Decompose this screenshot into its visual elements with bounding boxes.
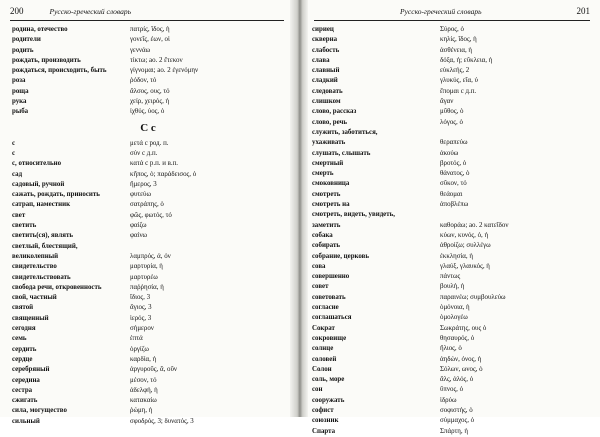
greek-translation: κῆπος, ὁ; παράδεισος, ὁ	[130, 170, 197, 178]
dictionary-entry	[12, 376, 284, 386]
greek-translation: σοφιστής, ὁ	[440, 406, 473, 414]
russian-headword: родить	[12, 46, 34, 54]
dictionary-entry	[312, 313, 592, 323]
russian-headword: скверна	[312, 36, 338, 44]
greek-translation: κατά с р.п. и в.п.	[130, 160, 179, 168]
russian-headword: Солон	[312, 365, 332, 373]
greek-translation: Σόλων, ωνος, ὁ	[440, 365, 483, 373]
book-gutter	[290, 0, 308, 417]
greek-translation: φαίζω	[130, 222, 147, 230]
dictionary-entry	[312, 66, 592, 76]
dictionary-entry	[12, 46, 284, 56]
dictionary-entry	[12, 406, 284, 416]
dictionary-entry	[312, 396, 592, 406]
greek-translation: λόγος, ὁ	[440, 118, 463, 126]
greek-translation: ἥλιος, ὁ	[440, 345, 462, 353]
russian-headword: собирать	[312, 242, 341, 250]
dictionary-entry	[312, 128, 592, 138]
greek-translation: γονεῖς, ἐων, οἱ	[130, 36, 170, 44]
russian-headword: собрание, церковь	[312, 252, 370, 260]
greek-translation: ἰχθύς, ύος, ὁ	[130, 108, 165, 116]
russian-headword: смотреть, видеть, увидеть,	[312, 211, 395, 219]
greek-translation: ἴδιος, 3	[130, 294, 151, 302]
russian-headword: советовать	[312, 293, 346, 301]
dictionary-entry	[312, 241, 592, 251]
greek-translation: τίκτω; ao. 2 ἔτεκον	[130, 56, 183, 64]
greek-translation: δόξα, ἡ; εὔκλεια, ἡ	[440, 56, 493, 64]
dictionary-entry	[12, 231, 284, 241]
greek-translation: βροτός, ὁ	[440, 159, 467, 167]
greek-translation: μῦθος, ὁ	[440, 108, 464, 116]
dictionary-entry	[312, 200, 592, 210]
dictionary-entry	[12, 66, 284, 76]
dictionary-entry	[12, 190, 284, 200]
dictionary-entry	[312, 46, 592, 56]
greek-translation: Σύρος, ὁ	[440, 26, 464, 33]
russian-headword: сажать, рождать, приносить	[12, 191, 100, 199]
dictionary-entry	[312, 76, 592, 86]
dictionary-entry	[312, 25, 592, 35]
russian-headword: совет	[312, 283, 329, 291]
greek-translation: λαμπρός, ά, όν	[130, 252, 171, 260]
greek-translation: φυτεύω	[130, 191, 151, 199]
greek-translation: παραινέω; συμβουλεύω	[440, 293, 506, 301]
right-entries	[312, 25, 592, 437]
dictionary-entry	[12, 180, 284, 190]
russian-headword: смотреть	[312, 190, 341, 198]
left-page	[0, 0, 292, 425]
dictionary-entry	[12, 97, 284, 107]
greek-translation: σῦκον, τό	[440, 180, 467, 188]
greek-translation: κηλίς, ῖδος, ἡ	[440, 36, 477, 44]
russian-headword: слава	[312, 56, 330, 64]
greek-translation: ῥώμη, ἡ	[130, 407, 153, 415]
greek-translation: σύμμαχος, ὁ	[440, 417, 475, 425]
dictionary-entry	[312, 97, 592, 107]
greek-translation: εὐκλεής, 2	[440, 67, 470, 75]
dictionary-entry	[12, 365, 284, 375]
russian-headword: свет	[12, 211, 26, 219]
dictionary-entry	[312, 190, 592, 200]
dictionary-entry	[312, 231, 592, 241]
russian-headword: рождаться, происходить, быть	[12, 67, 107, 75]
greek-translation: γλυκύς, εῖα, ύ	[440, 77, 478, 85]
greek-translation: σφοδρός, 3; δυνατός, 3	[130, 417, 194, 425]
greek-translation: ἀδελφή, ἡ	[130, 386, 158, 394]
greek-translation: κατακαίω	[130, 397, 157, 405]
section-letter-heading: С с	[140, 121, 156, 134]
russian-headword: сооружать	[312, 396, 345, 404]
russian-headword: рыба	[12, 108, 29, 116]
dictionary-entry	[312, 118, 592, 128]
dictionary-entry	[312, 293, 592, 303]
greek-translation: μέσον, τό	[130, 376, 157, 384]
russian-headword: следовать	[312, 87, 343, 95]
russian-headword: сегодня	[12, 325, 36, 333]
greek-translation: ἱερός, 3	[130, 314, 152, 322]
dictionary-entry	[12, 76, 284, 86]
dictionary-entry	[12, 107, 284, 117]
russian-headword: с	[12, 139, 16, 147]
russian-headword: свидетельство	[12, 263, 57, 271]
greek-translation: γλαύξ, γλαυκός, ἡ	[440, 262, 490, 270]
dictionary-entry	[312, 365, 592, 375]
dictionary-entry	[312, 252, 592, 262]
russian-headword: сова	[312, 262, 326, 270]
greek-translation: ἀποβλέπω	[440, 201, 469, 209]
russian-headword: сжигать	[12, 397, 38, 405]
dictionary-entry	[12, 303, 284, 313]
dictionary-entry	[312, 35, 592, 45]
greek-translation: ἐκκλησία, ἡ	[440, 252, 473, 260]
russian-headword: семь	[12, 335, 27, 343]
russian-headword: сад	[12, 170, 23, 178]
russian-headword: совершенно	[312, 273, 350, 281]
russian-headword: смерть	[312, 170, 334, 178]
russian-headword: сокровище	[312, 334, 347, 342]
greek-translation: ῥόδον, τό	[130, 77, 157, 85]
greek-translation: κύων, κυνός, ὁ, ἡ	[440, 231, 489, 239]
dictionary-entry	[312, 149, 592, 159]
russian-headword: ухаживать	[312, 139, 346, 147]
greek-translation: θεάομαι	[440, 190, 463, 198]
greek-translation: θεραπεύω	[440, 139, 468, 147]
greek-translation: σύν с д.п.	[130, 149, 158, 157]
dictionary-entry	[312, 303, 592, 313]
dictionary-entry	[12, 170, 284, 180]
dictionary-entry	[312, 169, 592, 179]
dictionary-entry	[12, 273, 284, 283]
dictionary-entry	[312, 324, 592, 334]
russian-headword: сладкий	[312, 77, 338, 85]
russian-headword: заметить	[312, 221, 341, 229]
left-entries-top	[12, 25, 284, 118]
dictionary-entry	[12, 25, 284, 35]
dictionary-entry	[312, 159, 592, 169]
russian-headword: рождать, производить	[12, 56, 81, 64]
dictionary-entry	[312, 344, 592, 354]
dictionary-entry	[312, 282, 592, 292]
greek-translation: ὕπνος, ὁ	[440, 386, 464, 394]
greek-translation: χείρ, χειρός, ἡ	[130, 98, 170, 106]
russian-headword: слишком	[312, 98, 341, 106]
greek-translation	[440, 210, 592, 220]
russian-headword: слово, рассказ	[312, 108, 357, 116]
greek-translation: ἅλς, ἁλός, ὁ	[440, 376, 474, 384]
greek-translation: Σπάρτη, ἡ	[440, 427, 468, 435]
russian-headword: священный	[12, 314, 49, 322]
right-header-rule	[314, 20, 590, 21]
greek-translation: θάνατος, ὁ	[440, 170, 470, 178]
russian-headword: великолепный	[12, 252, 59, 260]
greek-translation	[130, 242, 284, 252]
greek-translation	[440, 128, 592, 138]
russian-headword: союзник	[312, 417, 339, 425]
greek-translation: ἅγιος, 3	[130, 304, 152, 312]
dictionary-entry	[12, 139, 284, 149]
dictionary-entry	[12, 159, 284, 169]
greek-translation: βουλή, ἡ	[440, 283, 465, 291]
russian-headword: смертный	[312, 159, 344, 167]
dictionary-entry	[312, 221, 592, 231]
greek-translation: ὁμολογέω	[440, 314, 468, 322]
dictionary-entry	[12, 417, 284, 427]
greek-translation: καθοράω; ao. 2 κατεῖδον	[440, 221, 509, 229]
russian-headword: смотреть на	[312, 201, 350, 209]
russian-headword: сатрап, наместник	[12, 201, 71, 209]
dictionary-entry	[12, 200, 284, 210]
russian-headword: сириец	[312, 26, 334, 33]
dictionary-entry	[12, 242, 284, 252]
russian-headword: родители	[12, 36, 41, 44]
dictionary-entry	[12, 355, 284, 365]
right-page-number: 201	[576, 6, 590, 16]
russian-headword: слабость	[312, 46, 340, 54]
greek-translation: Σωκράτης, ους ὁ	[440, 324, 487, 332]
greek-translation: γεννάω	[130, 46, 151, 54]
dictionary-entry	[12, 396, 284, 406]
right-page-header	[312, 6, 590, 18]
russian-headword: сестра	[12, 386, 33, 394]
left-entries-bottom	[12, 139, 284, 427]
russian-headword: софист	[312, 406, 334, 414]
greek-translation: ἄλσος, ους, τό	[130, 87, 170, 95]
greek-translation: ἀηδών, όνος, ἡ	[440, 355, 482, 363]
left-page-running-title: Русско-греческий словарь	[49, 7, 132, 16]
russian-headword: соглашаться	[312, 314, 352, 322]
russian-headword: соль, море	[312, 376, 345, 384]
dictionary-entry	[12, 35, 284, 45]
dictionary-entry	[312, 427, 592, 437]
dictionary-entry	[312, 385, 592, 395]
dictionary-entry	[312, 87, 592, 97]
greek-translation: ἥμερος, 3	[130, 180, 157, 188]
greek-translation: σήμερον	[130, 325, 154, 333]
russian-headword: свобода речи, откровенность	[12, 283, 102, 291]
dictionary-entry	[312, 375, 592, 385]
greek-translation: ὁμόνοια, ἡ	[440, 304, 470, 312]
russian-headword: свой, частный	[12, 294, 57, 302]
russian-headword: роща	[12, 87, 29, 95]
greek-translation: καρδία, ἡ	[130, 355, 157, 363]
dictionary-entry	[12, 283, 284, 293]
russian-headword: собака	[312, 231, 333, 239]
dictionary-entry	[12, 149, 284, 159]
left-header-rule	[10, 20, 284, 21]
dictionary-entry	[312, 272, 592, 282]
greek-translation: μετά с род. п.	[130, 139, 169, 147]
greek-translation: σατράπης, ὁ	[130, 201, 164, 209]
right-entries-list	[312, 25, 592, 437]
greek-translation: ἕπομαι с д.п.	[440, 87, 477, 95]
dictionary-entry	[12, 334, 284, 344]
russian-headword: сила, могущество	[12, 407, 67, 415]
dictionary-entry	[12, 252, 284, 262]
dictionary-entry	[312, 355, 592, 365]
russian-headword: смоковница	[312, 180, 350, 188]
greek-translation: ἄγαν	[440, 98, 454, 106]
dictionary-entry	[12, 56, 284, 66]
greek-translation: ἀθροίζω; συλλέγω	[440, 242, 491, 250]
russian-headword: Сократ	[312, 324, 335, 332]
greek-translation: μαρτυρέω	[130, 273, 158, 281]
greek-translation: ἑπτά	[130, 335, 143, 343]
greek-translation: πάντως	[440, 273, 461, 281]
russian-headword: середина	[12, 376, 40, 384]
russian-headword: слово, речь	[312, 118, 348, 126]
dictionary-entry	[12, 221, 284, 231]
russian-headword: светлый, блестящий,	[12, 242, 78, 250]
greek-translation: μαρτυρία, ἡ	[130, 263, 163, 271]
russian-headword: служить, заботиться,	[312, 128, 378, 136]
right-page-running-title: Русско-греческий словарь	[400, 7, 482, 16]
dictionary-entry	[12, 345, 284, 355]
dictionary-entry	[312, 406, 592, 416]
dictionary-entry	[12, 211, 284, 221]
russian-headword: соловей	[312, 355, 337, 363]
dictionary-entry	[12, 262, 284, 272]
greek-translation: ἀργυροῦς, ᾶ, οῦν	[130, 366, 178, 374]
russian-headword: родина, отечество	[12, 26, 68, 33]
greek-translation: ὀργίζω	[130, 345, 149, 353]
russian-headword: с, относительно	[12, 160, 62, 168]
dictionary-entry	[312, 416, 592, 426]
left-entries	[12, 25, 284, 427]
dictionary-entry	[12, 87, 284, 97]
russian-headword: светить(ся), являть	[12, 232, 74, 240]
russian-headword: сердце	[12, 355, 33, 363]
greek-translation: θησαυρός, ὁ	[440, 334, 475, 342]
greek-translation: φῶς, φωτός, τό	[130, 211, 172, 219]
dictionary-entry	[12, 324, 284, 334]
dictionary-entry	[312, 107, 592, 117]
russian-headword: рука	[12, 98, 27, 106]
greek-translation: παῤῥησία, ἡ	[130, 283, 164, 291]
left-page-header	[10, 6, 286, 18]
dictionary-entry	[312, 138, 592, 148]
russian-headword: славный	[312, 67, 340, 75]
russian-headword: свидетельствовать	[12, 273, 71, 281]
russian-headword: согласие	[312, 304, 339, 312]
russian-headword: сердить	[12, 345, 37, 353]
dictionary-entry	[312, 56, 592, 66]
dictionary-entry	[312, 334, 592, 344]
greek-translation: ἱδρύω	[440, 396, 457, 404]
russian-headword: с	[12, 149, 16, 157]
greek-translation: πατρίς, ἴδος, ἡ	[130, 26, 170, 33]
dictionary-entry	[12, 386, 284, 396]
russian-headword: роза	[12, 77, 26, 85]
dictionary-entry	[12, 314, 284, 324]
dictionary-entry	[12, 293, 284, 303]
greek-translation: φαίνω	[130, 232, 148, 240]
greek-translation: ἀκούω	[440, 149, 459, 157]
russian-headword: слушать, слышать	[312, 149, 371, 157]
russian-headword: садовый, ручной	[12, 180, 65, 188]
greek-translation: ἀσθένεια, ἡ	[440, 46, 473, 54]
russian-headword: Спарта	[312, 427, 336, 435]
dictionary-entry	[312, 210, 592, 220]
dictionary-entry	[312, 179, 592, 189]
greek-translation: γίγνομαι; ao. 2 ἐγενόμην	[130, 67, 199, 75]
russian-headword: святой	[12, 304, 34, 312]
dictionary-entry	[312, 262, 592, 272]
russian-headword: серебряный	[12, 366, 50, 374]
russian-headword: светить	[12, 222, 37, 230]
russian-headword: сон	[312, 386, 323, 394]
russian-headword: сильный	[12, 417, 40, 425]
russian-headword: солнце	[312, 345, 334, 353]
right-page	[308, 0, 600, 435]
left-page-number: 200	[10, 6, 24, 16]
